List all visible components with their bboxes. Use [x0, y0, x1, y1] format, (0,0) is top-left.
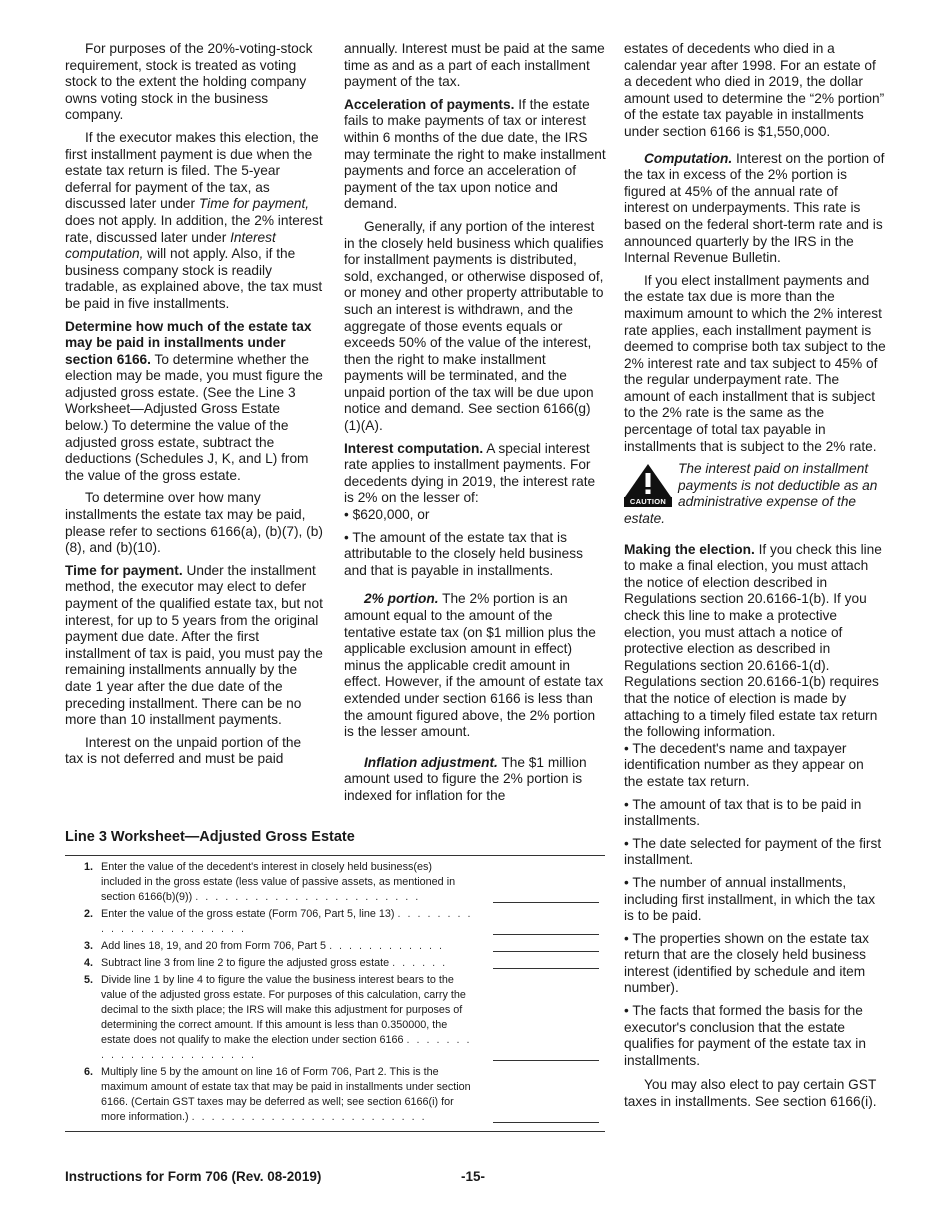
worksheet-row	[65, 956, 605, 971]
worksheet-row	[65, 939, 605, 954]
bullet-item: • $620,000, or	[344, 507, 430, 523]
column-2	[344, 41, 606, 811]
row-number: 4.	[83, 957, 93, 969]
footer-form-title: Instructions for Form 706 (Rev. 08-2019)	[65, 1169, 322, 1184]
paragraph: You may also elect to pay certain GST taxes in installments. See section 6166(i).	[624, 1077, 877, 1110]
worksheet-table	[65, 855, 605, 1132]
leader-dots: . . . . . . . . . . . . . . . . . . . . . . .	[101, 908, 473, 935]
caution-note	[624, 461, 886, 527]
text-italic: Time for payment,	[198, 196, 310, 212]
paragraph: If you elect installment payments and the estate tax due is more than the maximum amount to which the 2% interest rate applies, each installment payment is deemed to comprise both tax subject to the 2% interest rate and tax subject to 45% of the regular underpayment rate. The amount of each installment that is subject to the 2% rate is the same as the percentage of total tax payable in installments that is subject to the 2% rate.	[624, 272, 886, 454]
column-1	[65, 41, 323, 774]
caution-label: CAUTION	[629, 497, 667, 507]
row-text: Multiply line 5 by the amount on line 16 of Form 706, Part 2. This is the maximum amount of estate tax that may be paid in installments under section 6166. (Certain GST taxes may be deferred as well; see section 6166(i) for more information.) . . . . . . . . . . . . . . . . . . . . . . . .	[101, 1066, 471, 1123]
text: If you check this line to make a final election, you must attach the notice of election described in Regulations section 20.6166-1(b). If you check this line to make a protective election, you must attach a notice of protective election as described in Regulations section 20.6166-1(d). Regulations section 20.6166-1(b) requires that the notice of election is made by attaching to a timely filed estate tax return the following information.	[624, 541, 882, 740]
paragraph: For purposes of the 20%-voting-stock requirement, stock is treated as voting stock to the extent the holding company owns voting stock in the business company.	[65, 41, 313, 123]
bullet-item: • The decedent's name and taxpayer identification number as they appear on the estate tax return.	[624, 740, 864, 789]
text: If the executor makes this election, the first installment payment is due when the estate tax return is filed. The 5-year deferral for payment of the tax, as discussed later under	[65, 129, 319, 212]
text: A special interest rate applies to installment payments. For decedents dying in 2019, the interest rate is 2% on the lesser of:	[344, 440, 596, 506]
row-text: Enter the value of the gross estate (Form 706, Part 5, line 13) . . . . . . . . . . . . . . . . . . . . . . .	[101, 908, 473, 935]
paragraph	[344, 97, 606, 213]
paragraph: To determine over how many installments the estate tax may be paid, please refer to sections 6166(a), (b)(7), (b)(8), and (b)(10).	[65, 490, 323, 556]
row-text: Add lines 18, 19, and 20 from Form 706, Part 5 . . . . . . . . . . . .	[101, 940, 445, 952]
text: Interest on the portion of the tax in excess of the 2% portion is figured at 45% of the annual rate of interest on underpayments. This rate is based on the federal short-term rate and is announced quarterly by the IRS in the Internal Revenue Bulletin.	[624, 150, 885, 266]
bullet-item: • The date selected for payment of the first installment.	[624, 835, 882, 868]
text: The 2% portion is an amount equal to the amount of the tentative estate tax (on $1 million plus the applicable exclusion amount in effect) minus the applicable credit amount in effect. However, if the amount of estate tax extended under section 6166 is less than the amount figured above, the 2% portion is the lesser amount.	[344, 591, 604, 740]
leader-dots: . . . . . . . . . . . . . . . . . . . . . . .	[101, 1034, 472, 1061]
row-number: 6.	[83, 1066, 93, 1078]
amount-line-3[interactable]	[493, 951, 599, 952]
row-number: 2.	[83, 908, 93, 920]
paragraph	[65, 319, 323, 485]
amount-line-6[interactable]	[493, 1122, 599, 1123]
section-heading: Computation.	[644, 150, 733, 166]
paragraph	[65, 130, 323, 313]
paragraph	[65, 563, 323, 729]
section-heading: 2% portion.	[364, 591, 439, 607]
section-heading: Acceleration of payments.	[344, 96, 515, 112]
paragraph: annually. Interest must be paid at the same time as and as a part of each installment payment of the tax.	[344, 41, 605, 90]
page-number: -15-	[461, 1169, 486, 1184]
section-heading: Time for payment.	[65, 562, 183, 578]
worksheet-title: Line 3 Worksheet—Adjusted Gross Estate	[65, 829, 355, 845]
amount-line-5[interactable]	[493, 1060, 599, 1061]
paragraph: Generally, if any portion of the interest in the closely held business which qualifies for installment payments is distributed, sold, exchanged, or otherwise disposed of, or money and other property attributable to such an interest is withdrawn, and the aggregate of those events equals or exceeds 50% of the value of the interest, then the right to make installment payments will be terminated, and the unpaid portion of the tax will be due upon notice and demand. See section 6166(g)(1)(A).	[344, 218, 604, 434]
worksheet-row	[65, 860, 605, 905]
worksheet	[65, 829, 605, 1132]
caution-text: The interest paid on installment payments is not deductible as an administrative expense of the estate.	[624, 461, 878, 527]
row-number: 3.	[83, 940, 93, 952]
text: The $1 million amount used to figure the 2% portion is indexed for inflation for the	[344, 754, 587, 803]
caution-icon	[624, 463, 672, 507]
leader-dots: . . . . . . . . . . . . . . . . . . . . . . . .	[191, 1111, 427, 1123]
text: To determine whether the election may be made, you must figure the adjusted gross estate. (See the Line 3 Worksheet—Adjusted Gross Estate below.) To determine the value of the adjusted gross estate, subtract the deductions (Schedules J, K, and L) from the value of the gross estate.	[65, 351, 323, 483]
amount-line-2[interactable]	[493, 934, 599, 935]
row-number: 1.	[83, 861, 93, 873]
text: does not apply. In addition, the 2% interest rate, discussed later under	[65, 212, 323, 245]
worksheet-row	[65, 907, 605, 937]
section-heading: Making the election.	[624, 541, 755, 557]
leader-dots: . . . . . . . . . . . .	[329, 940, 445, 952]
section-heading: Determine how much of the estate tax may be paid in installments under section 6166.	[65, 318, 312, 367]
leader-dots: . . . . . . . . . . . . . . . . . . . . . . .	[195, 891, 421, 903]
paragraph	[344, 755, 606, 805]
row-text: Divide line 1 by line 4 to figure the value the business interest bears to the value of the adjusted gross estate. For purposes of this calculation, carry the decimal to the sixth place; the IRS will make this adjustment for purposes of determining the correct amount. If this amount is less than 0.350000, the estate does not qualify to make the election under section 6166 . . . . . . . . . . . . . . . . . . . . . . .	[101, 974, 472, 1061]
text: If the estate fails to make payments of tax or interest within 6 months of the due date, the IRS may terminate the right to make installment payments and force an acceleration of payment of the tax upon notice and demand.	[344, 96, 606, 212]
row-text: Subtract line 3 from line 2 to figure the adjusted gross estate . . . . . .	[101, 957, 448, 969]
text: Under the installment method, the executor may elect to defer payment of the qualified estate tax, but not interest, for up to 5 years from the original payment due date. After the first installment of tax is paid, you must pay the remaining installments annually by the date 1 year after the due date of the preceding installment. There can be no more than 10 installment payments.	[65, 562, 323, 728]
paragraph: Interest on the unpaid portion of the tax is not deferred and must be paid	[65, 734, 302, 767]
bullet-item: • The number of annual installments, including first installment, in which the tax is to be paid.	[624, 874, 876, 924]
row-number: 5.	[83, 974, 93, 986]
paragraph	[344, 441, 606, 507]
paragraph	[624, 542, 886, 741]
bullet-item: • The amount of the estate tax that is attributable to the closely held business and that is payable in installments.	[344, 529, 583, 578]
bullet-item: • The facts that formed the basis for the executor's conclusion that the estate qualifies for payment of the estate tax in installments.	[624, 1003, 866, 1068]
paragraph: estates of decedents who died in a calendar year after 1998. For an estate of a decedent who died in 2019, the dollar amount used to determine the “2% portion” of the estate tax payable in installments under section 6166 is $1,550,000.	[624, 41, 885, 139]
bullet-item: • The amount of tax that is to be paid in installments.	[624, 796, 862, 829]
paragraph	[344, 591, 606, 740]
amount-line-4[interactable]	[493, 968, 599, 969]
text-italic: Interest computation,	[65, 229, 276, 262]
text: will not apply. Also, if the business company stock is readily tradable, as explained above, the tax must be paid in five installments.	[65, 246, 323, 311]
worksheet-row	[65, 1065, 605, 1125]
paragraph	[624, 151, 886, 267]
column-3	[624, 41, 886, 1117]
worksheet-row	[65, 973, 605, 1063]
amount-line-1[interactable]	[493, 902, 599, 903]
leader-dots: . . . . . .	[392, 957, 448, 969]
section-heading: Inflation adjustment.	[364, 754, 498, 770]
section-heading: Interest computation.	[344, 440, 484, 456]
bullet-item: • The properties shown on the estate tax return that are the closely held business interest (identified by schedule and item number).	[624, 930, 869, 996]
row-text: Enter the value of the decedent's interest in closely held business(es) included in the gross estate (less value of passive assets, as mentioned in section 6166(b)(9)) . . . . . . . . . . . . . . . . . . . . . . .	[101, 861, 456, 903]
